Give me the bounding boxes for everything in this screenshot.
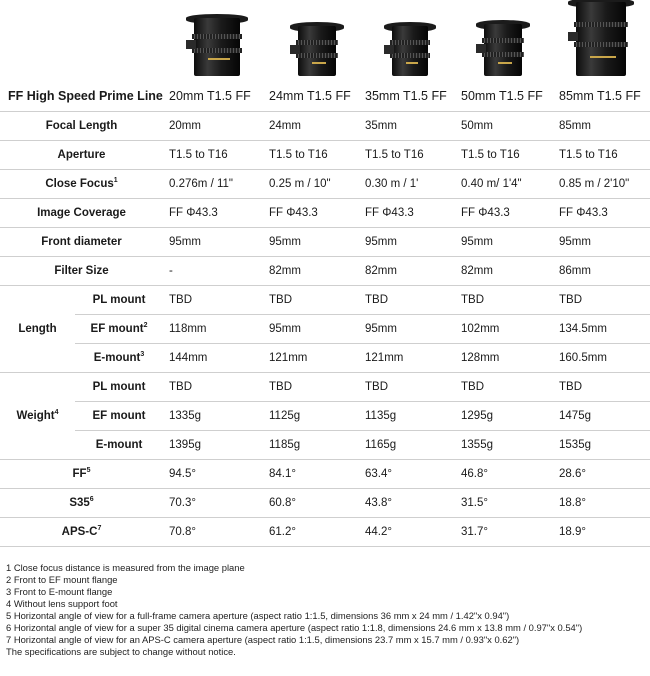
table-cell: 1535g (553, 430, 650, 459)
table-row-weight-pl (0, 372, 650, 401)
row-label: Close Focus$^1$ (0, 169, 163, 198)
table-cell: 24mm (263, 111, 359, 140)
table-cell: 1165g (359, 430, 455, 459)
table-cell: 128mm (455, 343, 553, 372)
table-cell: 1335g (163, 401, 263, 430)
lens-image-35mm (384, 26, 436, 76)
lens-images (0, 0, 650, 82)
table-cell: TBD (455, 285, 553, 314)
lens-image-50mm (476, 24, 530, 76)
table-cell: 121mm (263, 343, 359, 372)
footnote: 1 Close focus distance is measured from the image plane (6, 562, 245, 573)
table-row-image-coverage (0, 198, 650, 227)
lens-image-85mm (568, 2, 634, 76)
row-label: APS-$C^7$ (0, 517, 163, 546)
table-cell: 86mm (553, 256, 650, 285)
table-row-angle-ff (0, 459, 650, 488)
table-cell: 1135g (359, 401, 455, 430)
lens-col-header: 50mm T1.5 FF (455, 82, 553, 111)
table-cell: FF Φ43.3 (359, 198, 455, 227)
table-cell: 82mm (359, 256, 455, 285)
table-row-close-focus (0, 169, 650, 198)
table-cell: TBD (163, 285, 263, 314)
table-cell: 70.3° (163, 488, 263, 517)
table-cell: 95mm (553, 227, 650, 256)
table-cell: FF Φ43.3 (263, 198, 359, 227)
table-cell: 35mm (359, 111, 455, 140)
table-cell: 95mm (263, 227, 359, 256)
footnote-marker: 3 (140, 350, 145, 358)
table-cell: 82mm (455, 256, 553, 285)
footnote-marker: 5 (86, 466, 91, 474)
table-cell: 60.8° (263, 488, 359, 517)
footnote-marker: 4 (54, 408, 59, 416)
footnote-marker: 1 (113, 176, 118, 184)
table-cell: 85mm (553, 111, 650, 140)
table-cell: 1295g (455, 401, 553, 430)
footnotes (6, 562, 646, 658)
footnote: 4 Without lens support foot (6, 598, 118, 609)
table-cell: 61.2° (263, 517, 359, 546)
table-cell: 94.5° (163, 459, 263, 488)
table-cell: 1185g (263, 430, 359, 459)
row-sublabel: PL mount (75, 285, 163, 314)
row-label: $S35^6$ (0, 488, 163, 517)
lens-col-header: 24mm T1.5 FF (263, 82, 359, 111)
lens-image-24mm (290, 26, 344, 76)
footnote: 5 Horizontal angle of view for a full-frame camera aperture (aspect ratio 1:1.5, dimensions 36 mm x 24 mm / 1.42"x 0.94") (6, 610, 510, 621)
table-cell: 1475g (553, 401, 650, 430)
footnote-marker: 7 (97, 524, 102, 532)
table-cell: 95mm (359, 227, 455, 256)
table-cell: 0.40 m/ 1'4" (455, 169, 553, 198)
row-sublabel: EF mount$^2$ (75, 314, 163, 343)
table-cell: TBD (553, 372, 650, 401)
table-cell: TBD (359, 285, 455, 314)
table-cell: 118mm (163, 314, 263, 343)
table-cell: TBD (455, 372, 553, 401)
table-cell: 160.5mm (553, 343, 650, 372)
table-cell: T1.5 to T16 (455, 140, 553, 169)
table-cell: 134.5mm (553, 314, 650, 343)
table-cell: 95mm (359, 314, 455, 343)
table-cell: 84.1° (263, 459, 359, 488)
table-row-length-pl (0, 285, 650, 314)
table-cell: 18.8° (553, 488, 650, 517)
line-title: FF High Speed Prime Line (0, 82, 163, 111)
row-sublabel: EF mount (75, 401, 163, 430)
table-cell: FF Φ43.3 (455, 198, 553, 227)
table-cell: 0.25 m / 10" (263, 169, 359, 198)
row-label: Image Coverage (0, 198, 163, 227)
table-row-length-ef (0, 314, 650, 343)
table-cell: T1.5 to T16 (359, 140, 455, 169)
table-row-front-diameter (0, 227, 650, 256)
footnote: 3 Front to E-mount flange (6, 586, 113, 597)
table-cell: 0.276m / 11" (163, 169, 263, 198)
table-cell: 31.7° (455, 517, 553, 546)
row-label: Focal Length (0, 111, 163, 140)
table-row-weight-e (0, 430, 650, 459)
lens-col-header: 35mm T1.5 FF (359, 82, 455, 111)
table-cell: 95mm (263, 314, 359, 343)
table-row-filter-size (0, 256, 650, 285)
table-row-aperture (0, 140, 650, 169)
lens-col-header: 85mm T1.5 FF (553, 82, 650, 111)
table-cell: TBD (163, 372, 263, 401)
table-cell: 46.8° (455, 459, 553, 488)
table-cell: 1355g (455, 430, 553, 459)
table-cell: TBD (553, 285, 650, 314)
table-cell: 43.8° (359, 488, 455, 517)
row-label: Filter Size (0, 256, 163, 285)
table-cell: 70.8° (163, 517, 263, 546)
row-label: Aperture (0, 140, 163, 169)
table-cell: 95mm (455, 227, 553, 256)
disclaimer: The specifications are subject to change without notice. (6, 646, 236, 657)
table-cell: 0.85 m / 2'10" (553, 169, 650, 198)
table-row-angle-apsc (0, 517, 650, 546)
table-header-row (0, 82, 650, 111)
table-row-length-e (0, 343, 650, 372)
group-label-length: Length (0, 285, 75, 372)
table-cell: 1395g (163, 430, 263, 459)
table-cell: TBD (263, 372, 359, 401)
row-label: Front diameter (0, 227, 163, 256)
table-cell: TBD (359, 372, 455, 401)
row-sublabel: E-mount (75, 430, 163, 459)
table-cell: 82mm (263, 256, 359, 285)
lens-col-header: 20mm T1.5 FF (163, 82, 263, 111)
table-cell: T1.5 to T16 (263, 140, 359, 169)
table-row-focal-length (0, 111, 650, 140)
table-cell: T1.5 to T16 (553, 140, 650, 169)
table-row-angle-s35 (0, 488, 650, 517)
footnote: 2 Front to EF mount flange (6, 574, 118, 585)
table-cell: 144mm (163, 343, 263, 372)
table-cell: 63.4° (359, 459, 455, 488)
table-cell: 44.2° (359, 517, 455, 546)
table-cell: 28.6° (553, 459, 650, 488)
table-cell: T1.5 to T16 (163, 140, 263, 169)
footnote: 7 Horizontal angle of view for an APS-C camera aperture (aspect ratio 1:1.5, dimensions 23.7 mm x 15.7 mm / 0.93"x 0.62") (6, 634, 520, 645)
row-label: $FF^5$ (0, 459, 163, 488)
footnote-marker: 6 (89, 495, 94, 503)
group-label-weight: Weight$^4$ (0, 372, 75, 459)
table-cell: TBD (263, 285, 359, 314)
spec-table (0, 82, 650, 547)
table-cell: 102mm (455, 314, 553, 343)
row-sublabel: E-mount$^3$ (75, 343, 163, 372)
lens-image-20mm (186, 18, 248, 76)
table-row-weight-ef (0, 401, 650, 430)
table-cell: 31.5° (455, 488, 553, 517)
table-cell: - (163, 256, 263, 285)
table-cell: 20mm (163, 111, 263, 140)
table-cell: 50mm (455, 111, 553, 140)
table-cell: 121mm (359, 343, 455, 372)
table-cell: 1125g (263, 401, 359, 430)
table-cell: FF Φ43.3 (163, 198, 263, 227)
row-sublabel: PL mount (75, 372, 163, 401)
footnote: 6 Horizontal angle of view for a super 35 digital cinema camera aperture (aspect ratio 1:1.8, dimensions 24.6 mm x 13.8 mm / 0.97"x 0.54") (6, 622, 583, 633)
table-cell: 18.9° (553, 517, 650, 546)
table-cell: FF Φ43.3 (553, 198, 650, 227)
table-cell: 95mm (163, 227, 263, 256)
table-cell: 0.30 m / 1' (359, 169, 455, 198)
footnote-marker: 2 (143, 321, 148, 329)
